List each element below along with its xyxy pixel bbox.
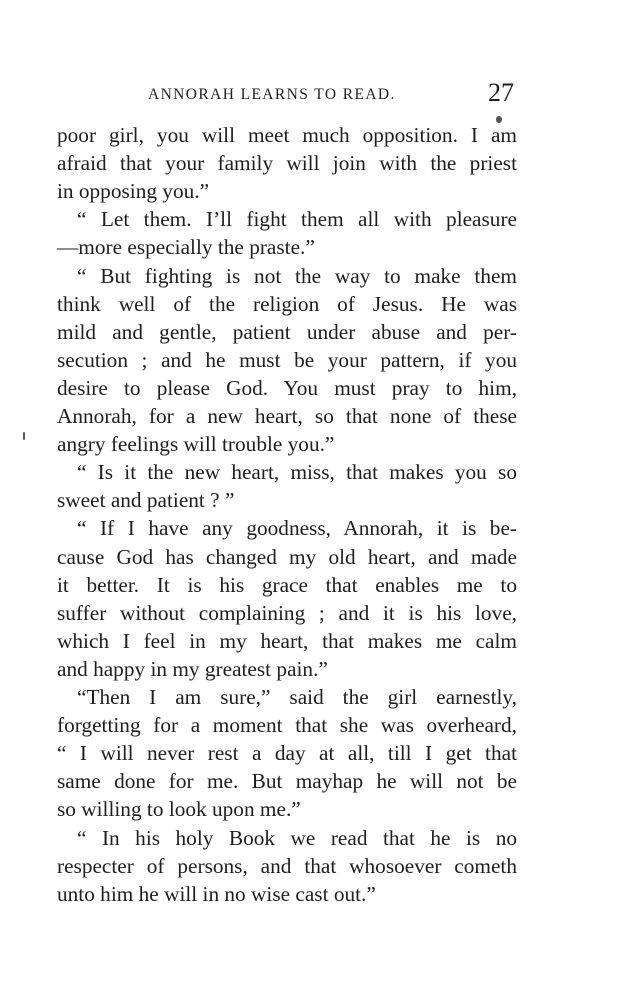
page-number: 27 [488, 78, 514, 107]
text-line: “ If I have any goodness, Annorah, it is be- [77, 516, 517, 541]
text-line: “ I will never rest a day at all, till I get that [57, 741, 517, 766]
text-line: desire to please God. You must pray to him, [57, 375, 517, 400]
text-line: suffer without complaining ; and it is his love, [57, 600, 517, 625]
text-line: in opposing you.” [57, 179, 210, 204]
text-line: afraid that your family will join with the priest [57, 151, 517, 176]
text-line: Annorah, for a new heart, so that none of these [57, 404, 517, 428]
text-line: so willing to look upon me.” [57, 797, 301, 822]
text-line: think well of the religion of Jesus. He was [57, 291, 517, 316]
text-line: same done for me. But mayhap he will not be [57, 769, 517, 794]
text-line: mild and gentle, patient under abuse and per- [57, 319, 517, 344]
text-line: —more especially the praste.” [57, 235, 315, 260]
text-line: which I feel in my heart, that makes me calm [57, 628, 517, 653]
text-line: angry feelings will trouble you.” [57, 432, 335, 457]
text-line: forgetting for a moment that she was overheard, [57, 713, 517, 738]
text-line: “ In his holy Book we read that he is no [77, 825, 517, 850]
text-line: secution ; and he must be your pattern, if you [57, 347, 517, 372]
text-line: “ Let them. I’ll fight them all with pleasure [77, 207, 517, 232]
text-line: “Then I am sure,” said the girl earnestly, [77, 685, 517, 709]
text-line: cause God has changed my old heart, and made [57, 544, 517, 569]
text-line: and happy in my greatest pain.” [57, 656, 328, 681]
text-line: “ Is it the new heart, miss, that makes you so [77, 460, 517, 485]
text-line: unto him he will in no wise cast out.” [57, 881, 376, 906]
text-line: respecter of persons, and that whosoever cometh [57, 853, 517, 878]
ink-speck [23, 432, 25, 440]
text-line: “ But fighting is not the way to make them [77, 263, 517, 288]
text-line: poor girl, you will meet much opposition. I am [57, 123, 517, 147]
running-title: ANNORAH LEARNS TO READ. [148, 86, 396, 103]
text-line: it better. It is his grace that enables me to [57, 572, 517, 597]
text-line: sweet and patient ? ” [57, 488, 235, 513]
